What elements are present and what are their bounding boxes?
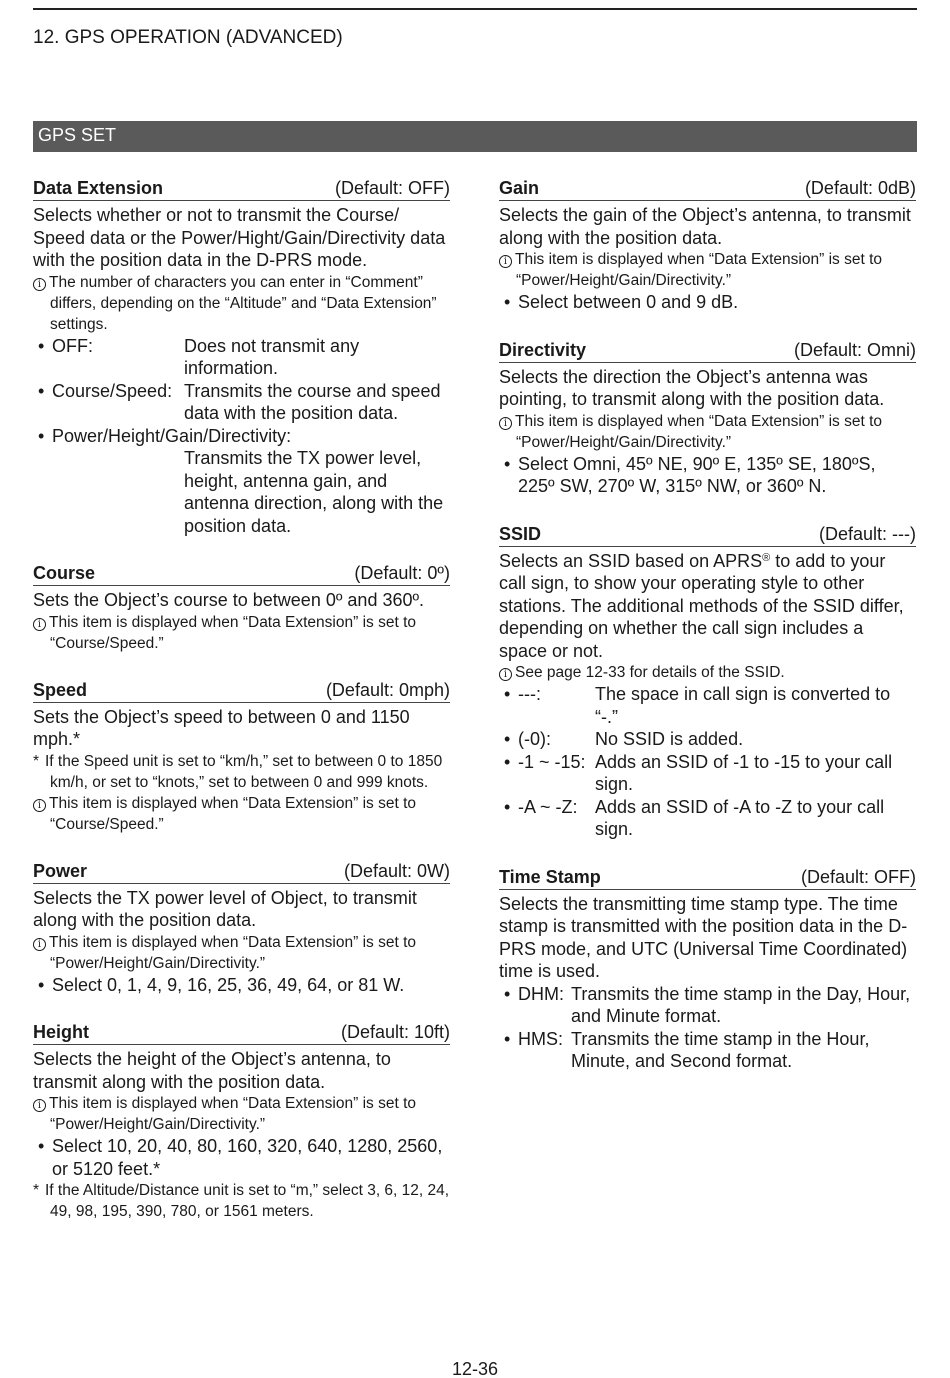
- section-title: Directivity: [499, 339, 587, 360]
- note-text: This item is displayed when “Data Extension” is set to “Power/Height/Gain/Directivity.”: [49, 933, 416, 972]
- section-title: Data Extension: [33, 178, 164, 198]
- section-header: [33, 1022, 450, 1045]
- section-header: [499, 867, 916, 890]
- section-title: Power: [33, 860, 88, 881]
- option-item: [499, 728, 916, 751]
- section-body: Selects the TX power level of Object, to transmit along with the position data.: [33, 887, 417, 930]
- info-note: [33, 932, 450, 974]
- body-part-b: to add to your call sign, to show your operating style to other stations. The additional methods of the SSID differ, depending on whether the call sign includes a space or not.: [499, 550, 904, 661]
- option-term: • ---:: [518, 684, 541, 704]
- section-title: Gain: [499, 178, 540, 198]
- info-note: [499, 249, 916, 291]
- option-desc: Transmits the course and speed data with the position data.: [184, 380, 441, 423]
- height-section: [33, 1022, 450, 1222]
- info-note: [33, 1093, 450, 1135]
- option-item: [499, 1028, 916, 1073]
- bullet-item: • Select 10, 20, 40, 80, 160, 320, 640, 1280, 2560, or 5120 feet.*: [33, 1135, 450, 1180]
- info-note: [499, 662, 916, 683]
- option-item: [499, 983, 916, 1028]
- footnote-text: If the Speed unit is set to “km/h,” set to between 0 to 1850 km/h, or set to “knots,” set to between 0 and 999 knots.: [45, 752, 443, 791]
- option-desc: The space in call sign is converted to “-.”: [595, 684, 891, 727]
- option-desc: Adds an SSID of -1 to -15 to your call sign.: [595, 751, 893, 794]
- default-value: (Default: 0º): [354, 563, 450, 583]
- time-stamp-section: [499, 867, 916, 1073]
- page-number: 12-36: [451, 1359, 499, 1378]
- note-text: This item is displayed when “Data Extension” is set to “Course/Speed.”: [49, 613, 416, 652]
- info-icon: i: [499, 417, 512, 430]
- speed-section: [33, 680, 450, 835]
- bullet-item: • Select between 0 and 9 dB.: [499, 291, 916, 314]
- bullet-item: • Select 0, 1, 4, 9, 16, 25, 36, 49, 64, or 81 W.: [33, 974, 450, 997]
- asterisk-mark: *: [33, 1182, 40, 1199]
- note-text: See page 12-33 for details of the SSID.: [515, 664, 785, 681]
- option-term: • OFF:: [52, 335, 93, 356]
- info-icon: i: [499, 255, 512, 268]
- course-section: [33, 563, 450, 654]
- info-icon: i: [33, 1099, 46, 1112]
- section-banner: [33, 121, 917, 152]
- option-term: • HMS:: [518, 1028, 563, 1049]
- section-body: Sets the Object’s speed to between 0 and 1150 mph.*: [33, 706, 410, 749]
- footnote: [33, 751, 450, 793]
- ssid-section: [499, 524, 916, 841]
- section-title: Speed: [33, 679, 88, 700]
- default-value: (Default: OFF): [334, 178, 450, 198]
- section-body: [499, 550, 916, 663]
- info-note: [33, 612, 450, 654]
- section-body: Selects the height of the Object’s antenna, to transmit along with the position data.: [33, 1049, 391, 1092]
- section-header: [33, 861, 450, 884]
- gain-section: [499, 178, 916, 314]
- default-value: (Default: 0dB): [804, 178, 916, 198]
- section-header: [499, 178, 916, 201]
- default-value: (Default: 0W): [343, 860, 450, 881]
- right-column: [499, 178, 916, 1099]
- note-text: This item is displayed when “Data Extension” is set to “Power/Height/Gain/Directivity.”: [515, 412, 882, 451]
- option-term: • -1 ~ -15:: [518, 751, 586, 772]
- option-term: • Course/Speed:: [52, 380, 173, 401]
- registered-mark: ®: [762, 551, 771, 564]
- chapter-heading: 12. GPS OPERATION (ADVANCED): [33, 27, 343, 48]
- note-text: This item is displayed when “Data Extension” is set to “Course/Speed.”: [49, 794, 416, 833]
- body-part-a: Selects an SSID based on APRS: [499, 550, 763, 571]
- default-value: (Default: OFF): [800, 866, 916, 887]
- section-body: Selects the transmitting time stamp type. The time stamp is transmitted with the position data in the D-PRS mode, and UTC (Universal Time Coordinated) time is used.: [499, 893, 908, 981]
- section-body: Selects the direction the Object’s antenna was pointing, to transmit along with the position data.: [499, 366, 885, 409]
- info-icon: i: [33, 278, 46, 291]
- section-header: [33, 178, 450, 201]
- default-value: (Default: 0mph): [325, 679, 450, 700]
- option-item: [499, 796, 916, 841]
- section-header: [499, 524, 916, 547]
- asterisk-mark: *: [33, 752, 40, 770]
- option-term: • DHM:: [518, 983, 564, 1004]
- default-value: (Default: ---): [818, 523, 916, 544]
- left-column: [33, 178, 450, 1248]
- info-note: [33, 272, 450, 335]
- info-note: [499, 411, 916, 453]
- option-item: [499, 683, 916, 728]
- section-header: [33, 563, 450, 586]
- option-desc: Adds an SSID of -A to -Z to your call sign.: [595, 796, 885, 839]
- section-body: Selects the gain of the Object’s antenna, to transmit along with the position data.: [499, 205, 911, 248]
- footnote: [33, 1180, 450, 1222]
- power-section: [33, 861, 450, 997]
- default-value: (Default: 10ft): [340, 1022, 450, 1042]
- option-desc: No SSID is added.: [595, 729, 744, 749]
- option-term-long: • Power/Height/Gain/Directivity:: [33, 425, 450, 448]
- section-header: [33, 680, 450, 703]
- option-term: • (-0):: [518, 729, 551, 749]
- info-icon: i: [499, 668, 512, 681]
- section-title: SSID: [499, 523, 542, 544]
- option-term: • -A ~ -Z:: [518, 796, 578, 817]
- option-item: [499, 751, 916, 796]
- section-body: Selects whether or not to transmit the Course/ Speed data or the Power/Hight/Gain/Directivity data with the position data in the D-PRS mode.: [33, 205, 446, 270]
- info-icon: i: [33, 618, 46, 631]
- section-title: Height: [33, 1022, 89, 1042]
- option-item: [33, 380, 450, 425]
- data-extension-section: [33, 178, 450, 537]
- note-text: This item is displayed when “Data Extension” is set to “Power/Height/Gain/Directivity.”: [515, 251, 882, 289]
- section-title: Time Stamp: [499, 866, 601, 887]
- option-desc: Transmits the time stamp in the Hour, Minute, and Second format.: [571, 1028, 870, 1071]
- info-note: [33, 793, 450, 835]
- banner-title: GPS SET: [38, 125, 117, 145]
- info-icon: i: [33, 799, 46, 812]
- note-text: This item is displayed when “Data Extension” is set to “Power/Height/Gain/Directivity.”: [49, 1095, 416, 1133]
- info-icon: i: [33, 938, 46, 951]
- option-item: [33, 335, 450, 380]
- section-title: Course: [33, 563, 96, 583]
- top-rule: [33, 8, 917, 10]
- option-desc: Does not transmit any information.: [184, 335, 360, 378]
- note-text: The number of characters you can enter in “Comment” differs, depending on the “Altitude” and “Data Extension” settings.: [49, 273, 437, 333]
- option-desc: Transmits the TX power level, height, antenna gain, and antenna direction, along with the position data.: [184, 448, 444, 536]
- footnote-text: If the Altitude/Distance unit is set to “m,” select 3, 6, 12, 24, 49, 98, 195, 390, 780, or 1561 meters.: [45, 1182, 450, 1220]
- option-desc: Transmits the time stamp in the Day, Hour, and Minute format.: [571, 983, 911, 1026]
- bullet-item: • Select Omni, 45º NE, 90º E, 135º SE, 180ºS, 225º SW, 270º W, 315º NW, or 360º N.: [499, 453, 916, 498]
- directivity-section: [499, 340, 916, 498]
- section-body: Sets the Object’s course to between 0º and 360º.: [33, 590, 425, 610]
- default-value: (Default: Omni): [793, 339, 916, 360]
- section-header: [499, 340, 916, 363]
